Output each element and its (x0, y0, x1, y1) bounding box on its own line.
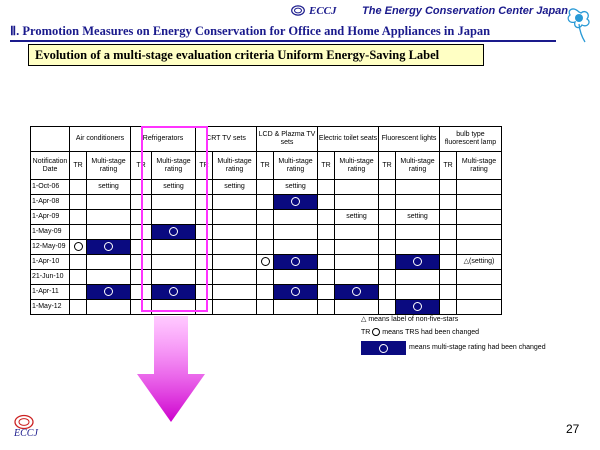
table-row (31, 180, 502, 195)
setting-cell: setting (87, 180, 131, 195)
multi-stage-header: Multi-stage rating (152, 152, 196, 180)
down-arrow-icon (137, 316, 205, 422)
trs-changed-marker (70, 240, 87, 255)
date-cell: 1-Apr-08 (31, 195, 70, 210)
circle-icon (379, 344, 388, 353)
setting-cell: setting (213, 180, 257, 195)
tr-header: TR (440, 152, 457, 180)
circle-icon (291, 257, 300, 266)
legend-box-swatch (361, 341, 406, 355)
tr-header: TR (379, 152, 396, 180)
title-underline (10, 40, 556, 42)
org-name-label: The Energy Conservation Center Japan (362, 5, 568, 17)
circle-icon (413, 302, 422, 311)
org-short-label: ECCJ (309, 5, 337, 17)
legend-tr (361, 328, 479, 336)
page-title: Ⅱ. Promotion Measures on Energy Conservation for Office and Home Appliances in Japan (10, 24, 491, 38)
notification-date-header: Notification Date (31, 152, 70, 180)
circle-icon (413, 257, 422, 266)
date-cell: 1-May-12 (31, 300, 70, 315)
tr-header: TR (196, 152, 213, 180)
trs-changed-marker (257, 255, 274, 270)
rating-changed-marker (87, 285, 131, 300)
eccj-logo-icon (291, 5, 305, 16)
clover-logo-icon (563, 4, 595, 46)
corner-cell (31, 127, 70, 152)
circle-icon (352, 287, 361, 296)
rating-changed-marker (274, 285, 318, 300)
product-header-row (31, 127, 502, 152)
product-header: LCD & Plazma TV sets (257, 127, 318, 152)
rating-changed-marker (396, 255, 440, 270)
tr-header: TR (70, 152, 87, 180)
product-header: Electric toilet seats (318, 127, 379, 152)
page-number: 27 (566, 422, 580, 436)
table-row (31, 300, 502, 315)
product-header: Fluorescent lights (379, 127, 440, 152)
table-row (31, 225, 502, 240)
setting-cell: setting (396, 210, 440, 225)
date-cell: 12-May-09 (31, 240, 70, 255)
circle-icon (291, 197, 300, 206)
triangle-setting-cell: △(setting) (457, 255, 502, 270)
multi-stage-header: Multi-stage rating (87, 152, 131, 180)
table-row (31, 255, 502, 270)
product-header: Air conditioners (70, 127, 131, 152)
date-cell: 21-Jun-10 (31, 270, 70, 285)
multi-stage-header: Multi-stage rating (213, 152, 257, 180)
date-cell: 1-Apr-11 (31, 285, 70, 300)
circle-icon (104, 287, 113, 296)
circle-icon (104, 242, 113, 251)
date-cell: 1-Apr-09 (31, 210, 70, 225)
rating-changed-marker (274, 255, 318, 270)
circle-icon (261, 257, 270, 266)
multi-stage-header: Multi-stage rating (335, 152, 379, 180)
legend-tr-text: means TRS had been changed (382, 328, 480, 336)
product-header: Refrigerators (131, 127, 196, 152)
date-cell: 1-Oct-06 (31, 180, 70, 195)
setting-cell: setting (335, 210, 379, 225)
legend-tr-prefix: TR (361, 328, 371, 336)
circle-icon (74, 242, 83, 251)
multi-stage-header: Multi-stage rating (274, 152, 318, 180)
rating-changed-marker (274, 195, 318, 210)
table-row (31, 240, 502, 255)
legend-box-text: means multi-stage rating had been changed (409, 344, 546, 351)
multi-stage-header: Multi-stage rating (457, 152, 502, 180)
footer-org-short: ECCJ (14, 428, 38, 439)
subtitle-box: Evolution of a multi-stage evaluation criteria Uniform Energy-Saving Label (28, 44, 484, 66)
multi-stage-header: Multi-stage rating (396, 152, 440, 180)
label-evolution-table (30, 126, 502, 315)
tr-header: TR (131, 152, 152, 180)
legend-triangle: △ means label of non-five-stars (361, 316, 459, 323)
setting-cell: setting (152, 180, 196, 195)
product-header: bulb type fluorescent lamp (440, 127, 502, 152)
tr-header: TR (257, 152, 274, 180)
table-row (31, 210, 502, 225)
date-cell: 1-May-09 (31, 225, 70, 240)
circle-icon (372, 328, 380, 336)
circle-icon (291, 287, 300, 296)
product-header: CRT TV sets (196, 127, 257, 152)
table-row (31, 270, 502, 285)
refrigerators-highlight-frame (141, 126, 208, 312)
setting-cell: setting (274, 180, 318, 195)
rating-changed-marker (335, 285, 379, 300)
date-cell: 1-Apr-10 (31, 255, 70, 270)
table-row (31, 195, 502, 210)
subheader-row (31, 152, 502, 180)
table-row (31, 285, 502, 300)
rating-changed-marker (87, 240, 131, 255)
rating-changed-marker (396, 300, 440, 315)
tr-header: TR (318, 152, 335, 180)
